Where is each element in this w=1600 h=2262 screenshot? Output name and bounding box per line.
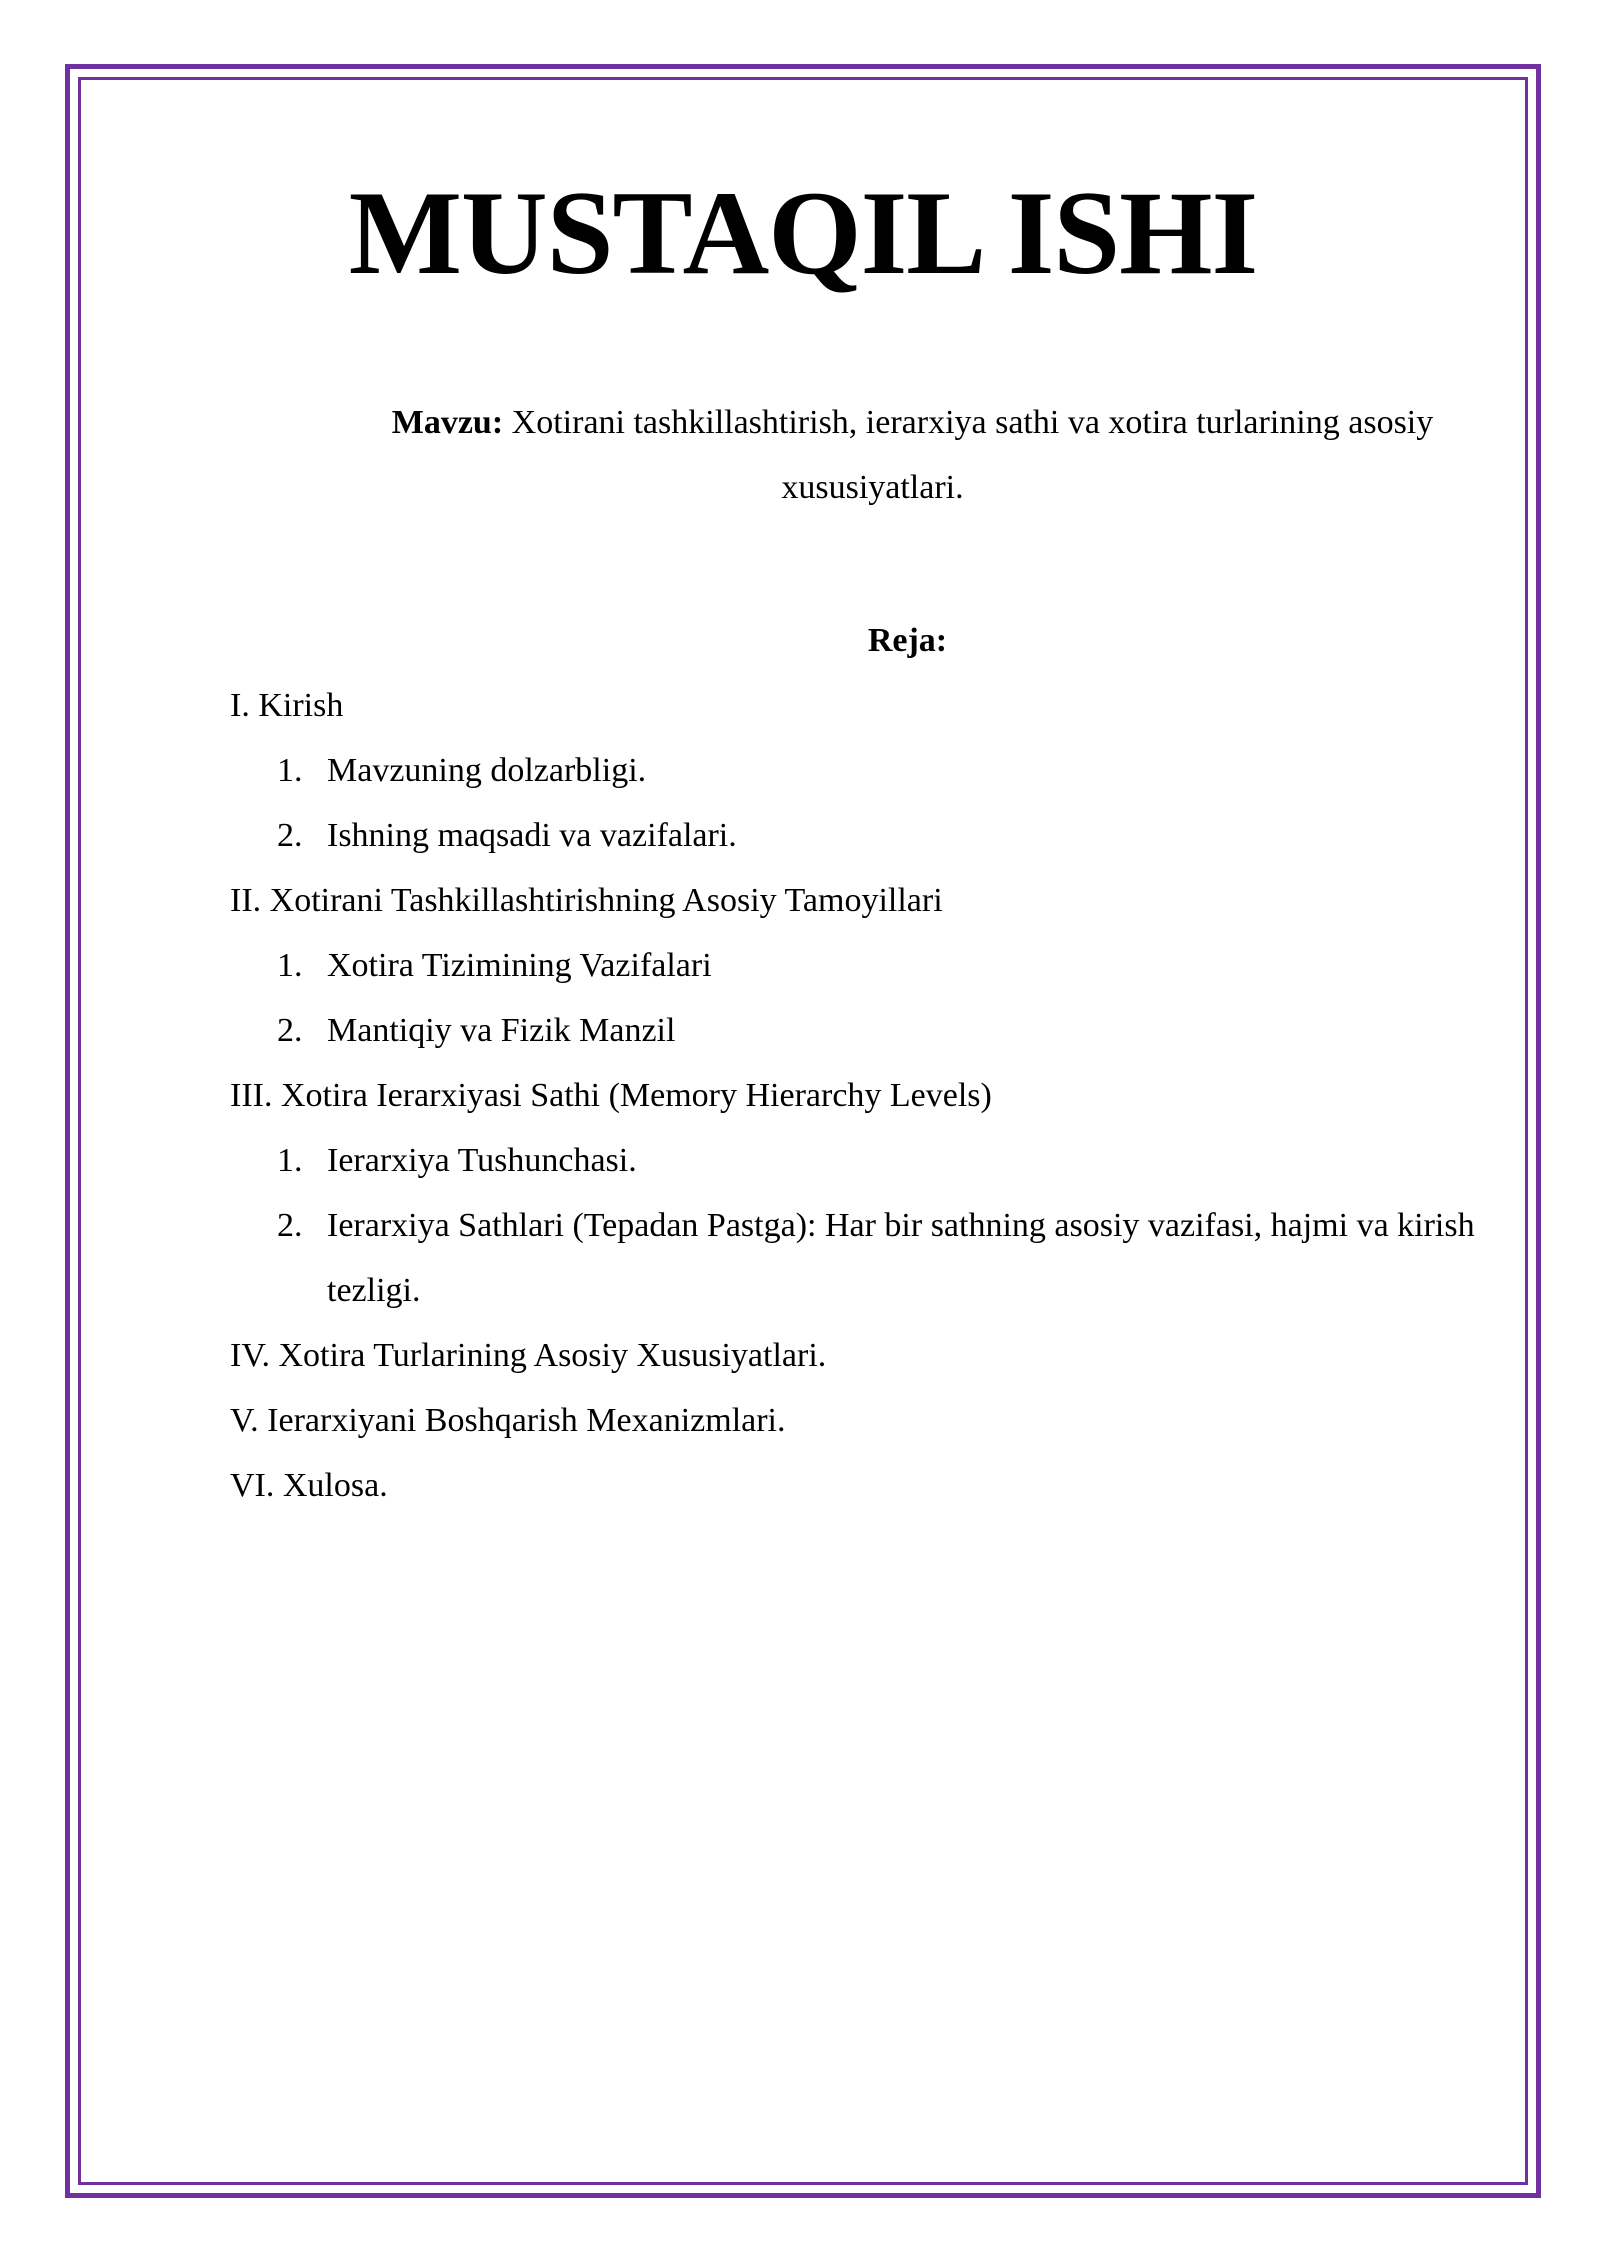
plan-subitem-text: Ishning maqsadi va vazifalari. — [327, 817, 737, 854]
plan-subitem-number: 1. — [277, 752, 303, 789]
plan-subitem-text: Mantiqiy va Fizik Manzil — [327, 1012, 676, 1049]
plan-subitem-number: 2. — [277, 1012, 303, 1049]
topic-paragraph — [230, 390, 1515, 520]
plan-subitem-text: Ierarxiya Sathlari (Tepadan Pastga): Har bir sathning asosiy vazifasi, hajmi va kirish tezligi. — [327, 1207, 1475, 1309]
plan-section-text: III. Xotira Ierarxiyasi Sathi (Memory Hierarchy Levels) — [230, 1077, 992, 1114]
plan-section-text: V. Ierarxiyani Boshqarish Mexanizmlari. — [230, 1402, 786, 1439]
plan-section — [230, 1453, 1520, 1518]
plan-subitem — [230, 803, 1520, 868]
document-title: MUSTAQIL ISHI — [348, 166, 1258, 299]
plan-heading: Reja: — [867, 622, 948, 659]
topic-text: Xotirani tashkillashtirish, ierarxiya sathi va xotira turlarining asosiy xususiyatlari. — [503, 404, 1434, 506]
plan-section — [230, 1063, 1520, 1128]
topic-label: Mavzu: — [391, 404, 504, 441]
plan-subitem-text: Mavzuning dolzarbligi. — [327, 752, 647, 789]
plan-subitem — [230, 1128, 1520, 1193]
plan-subitem-number: 2. — [277, 1207, 303, 1244]
plan-section — [230, 868, 1520, 933]
plan-subitem — [230, 998, 1520, 1063]
plan-subitem — [230, 933, 1520, 998]
plan-section-text: IV. Xotira Turlarining Asosiy Xususiyatlari. — [230, 1337, 827, 1374]
plan-section — [230, 673, 1520, 738]
plan-subitem — [230, 738, 1520, 803]
plan-subitem — [230, 1193, 1520, 1323]
plan-section — [230, 1388, 1520, 1453]
plan-section-text: VI. Xulosa. — [230, 1467, 388, 1504]
plan-subitem-number: 1. — [277, 947, 303, 984]
plan-subitem-number: 1. — [277, 1142, 303, 1179]
plan-section — [230, 1323, 1520, 1388]
plan-section-text: I. Kirish — [230, 687, 344, 724]
plan-subitem-text: Ierarxiya Tushunchasi. — [327, 1142, 637, 1179]
plan-subitem-text: Xotira Tizimining Vazifalari — [327, 947, 712, 984]
plan-list — [230, 673, 1520, 1518]
plan-subitem-number: 2. — [277, 817, 303, 854]
plan-section-text: II. Xotirani Tashkillashtirishning Asosiy Tamoyillari — [230, 882, 943, 919]
